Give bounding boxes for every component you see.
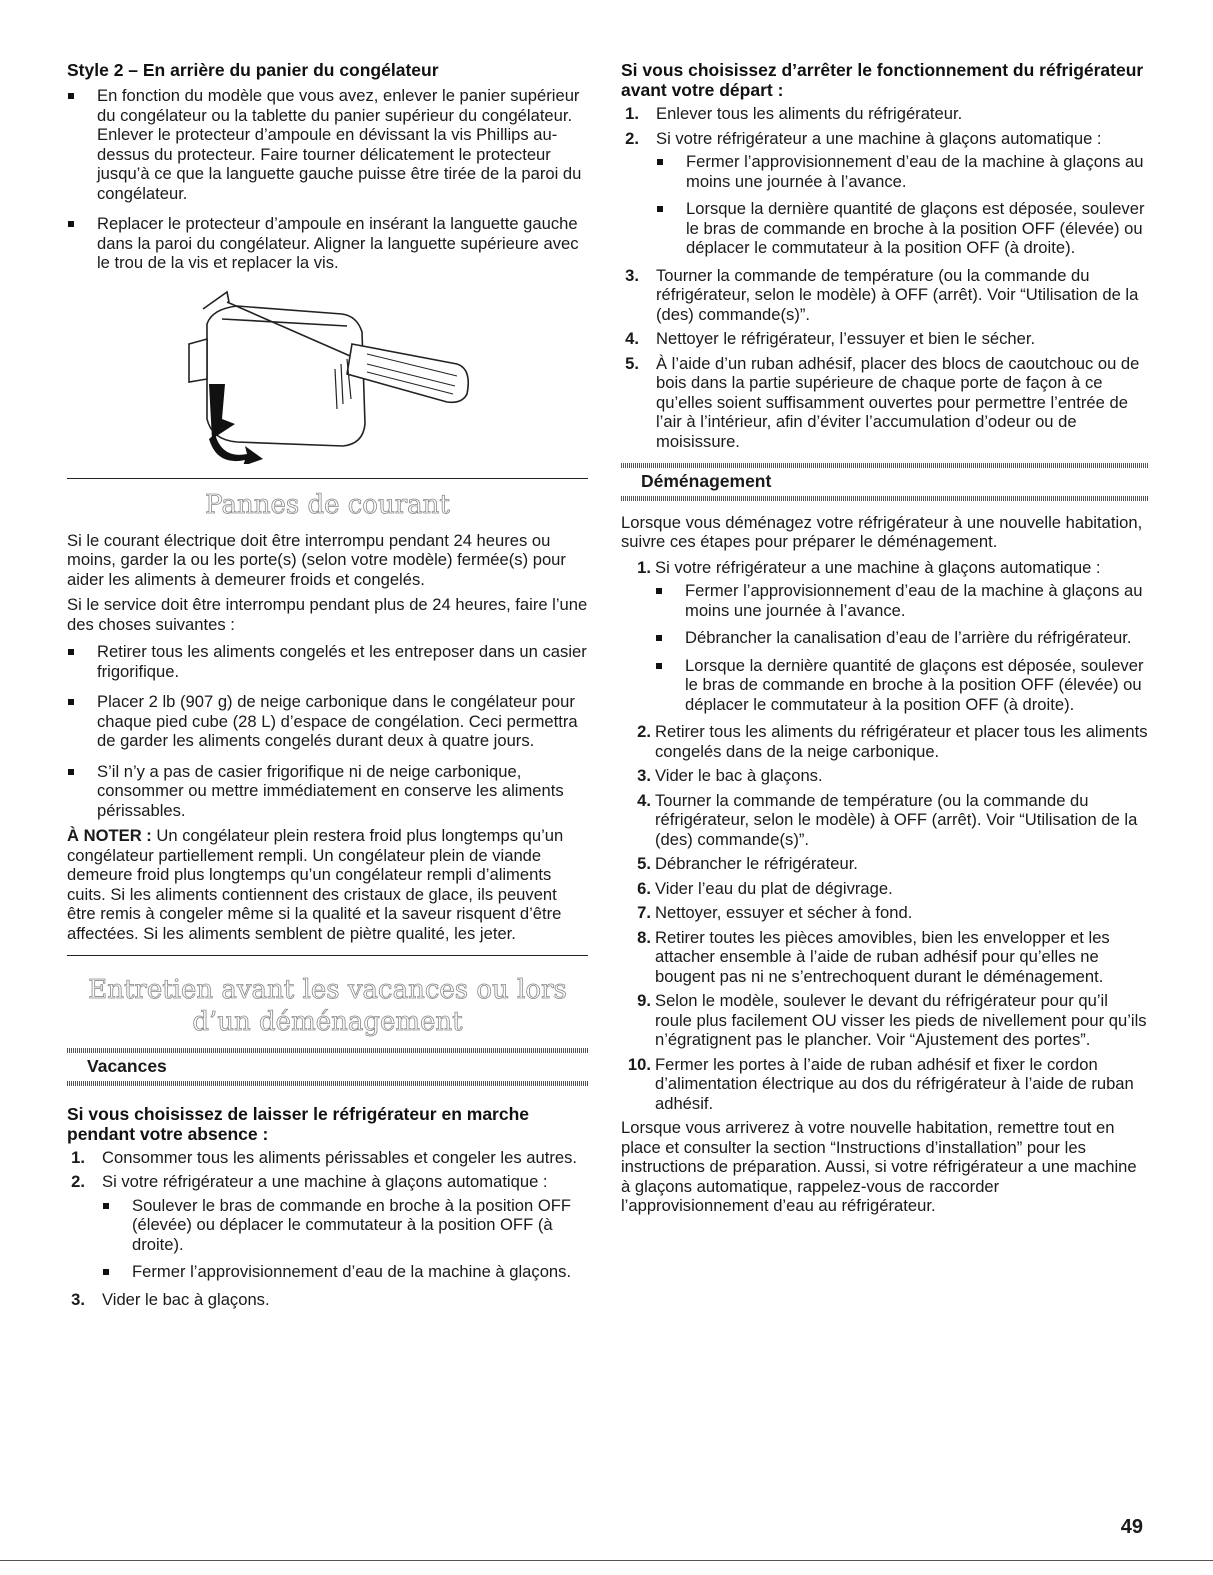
list-item	[621, 854, 1149, 874]
entretien-title-line-2: d’un déménagement	[192, 1007, 463, 1037]
step-text: Tourner la commande de température (ou la commande du réfrigérateur, selon le modèle) à OFF (arrêt). Voir “Utilisation de la (des) commande(s)”.	[656, 265, 1139, 324]
arret-heading: Si vous choisissez d’arrêter le fonctionnement du réfrigérateur avant votre départ :	[621, 60, 1144, 100]
step-text: Vider le bac à glaçons.	[102, 1289, 270, 1309]
step-number: 5.	[637, 854, 651, 873]
style2-list	[67, 86, 588, 273]
panne-paragraph-2: Si le service doit être interrompu pendant plus de 24 heures, faire l’une des choses suivantes :	[67, 595, 588, 634]
step-text: Consommer tous les aliments périssables et congeler les autres.	[102, 1147, 577, 1167]
step-number: 6.	[637, 878, 651, 898]
vacances-heading: Vacances	[87, 1056, 167, 1076]
list-item	[621, 722, 1149, 761]
panne-title: Pannes de courant	[205, 489, 450, 520]
note-text: Un congélateur plein restera froid plus longtemps qu’un congélateur partiellement rempli. Un congélateur plein de viande demeure froid plus longtemps qu’un congélateur rempli d’aliments cuits. Si les aliments contiennent des cristaux de glace, ils peuvent être remis à congeler même si la qualité et la saveur risquent d’être affectées. Si les aliments semblent de piètre qualité, les jeter.	[67, 826, 564, 943]
list-item	[621, 558, 1149, 715]
marche-steps	[67, 1148, 588, 1310]
list-item	[621, 991, 1149, 1050]
pull-arrow-icon	[209, 434, 263, 464]
dither-rule	[621, 496, 1149, 501]
demenagement-heading: Déménagement	[641, 471, 772, 491]
list-item	[67, 1290, 588, 1310]
step-number: 1.	[625, 104, 639, 123]
list-item: Replacer le protecteur d’ampoule en insérant la languette gauche dans la paroi du congélateur. Aligner la languette supérieure avec le trou de la vis et replacer la vis.	[67, 214, 588, 273]
step-number: 5.	[625, 353, 639, 373]
demenagement-steps	[621, 558, 1149, 1114]
step-text: Si votre réfrigérateur a une machine à glaçons automatique :	[655, 557, 1101, 577]
footer-rule	[0, 1560, 1213, 1561]
step-number: 3.	[625, 265, 639, 285]
step-text: Si votre réfrigérateur a une machine à glaçons automatique :	[102, 1172, 548, 1191]
list-item: Débrancher la canalisation d’eau de l’arrière du réfrigérateur.	[655, 628, 1149, 648]
right-column	[621, 60, 1149, 1222]
step-text: Si votre réfrigérateur a une machine à glaçons automatique :	[656, 128, 1102, 148]
list-item: Fermer l’approvisionnement d’eau de la machine à glaçons au moins une journée à l’avance.	[655, 581, 1149, 620]
list-item	[621, 903, 1149, 923]
list-item: Placer 2 lb (907 g) de neige carbonique dans le congélateur pour chaque pied cube (28 L) d’espace de congélation. Ceci permettra de garder les aliments congelés durant deux à quatre jours.	[67, 692, 588, 751]
step-number: 2.	[71, 1172, 85, 1191]
list-item	[621, 104, 1149, 124]
left-column	[67, 60, 588, 1314]
step-number: 3.	[637, 766, 651, 785]
list-item	[67, 1172, 588, 1282]
list-item: Lorsque la dernière quantité de glaçons est déposée, soulever le bras de commande en broche à la position OFF (élevée) ou déplacer le commutateur à la position OFF (à droite).	[655, 656, 1149, 715]
list-item: Soulever le bras de commande en broche à la position OFF (élevée) ou déplacer le commutateur à la position OFF (à droite).	[102, 1196, 588, 1255]
panne-paragraph-1: Si le courant électrique doit être interrompu pendant 24 heures ou moins, garder la ou les porte(s) (selon votre modèle) fermée(s) pour aider les aliments à demeurer froids et congelés.	[67, 530, 566, 589]
arret-steps	[621, 104, 1149, 451]
list-item: Fermer l’approvisionnement d’eau de la machine à glaçons.	[102, 1262, 588, 1282]
section-rule	[67, 955, 588, 956]
list-item	[621, 879, 1149, 899]
panne-list	[67, 642, 588, 820]
light-shield-illustration	[167, 284, 497, 464]
step-text: Tourner la commande de température (ou la commande du réfrigérateur, selon le modèle) à OFF (arrêt). Voir “Utilisation de la (des) commande(s)”.	[655, 790, 1138, 849]
step-text: Vider le bac à glaçons.	[655, 766, 823, 785]
section-rule	[67, 478, 588, 479]
dither-rule	[67, 1048, 588, 1053]
step-text: Enlever tous les aliments du réfrigérateur.	[656, 104, 963, 123]
note-label: À NOTER :	[67, 826, 152, 845]
step-text: Retirer toutes les pièces amovibles, bien les envelopper et les attacher ensemble à l’aide de ruban adhésif pour qu’elles ne bougent pas ni ne s’entrechoquent durant le déménagement.	[655, 927, 1110, 986]
list-item: Fermer l’approvisionnement d’eau de la machine à glaçons au moins une journée à l’avance.	[656, 152, 1149, 191]
list-item	[621, 928, 1149, 987]
step-text: Nettoyer le réfrigérateur, l’essuyer et bien le sécher.	[656, 329, 1036, 348]
list-item	[621, 1055, 1149, 1114]
step-text: Vider l’eau du plat de dégivrage.	[655, 878, 893, 898]
note-paragraph	[67, 826, 588, 943]
sub-list	[656, 152, 1149, 258]
list-item	[67, 1148, 588, 1168]
shield-top-edge	[222, 319, 347, 326]
dither-rule	[67, 1081, 588, 1086]
shield-tab	[189, 339, 207, 382]
list-item: En fonction du modèle que vous avez, enlever le panier supérieur du congélateur ou la tablette du panier supérieur du congélateur. Enlever le protecteur d’ampoule en dévissant la vis Phillips au-dessus du protecteur. Faire tourner délicatement le protecteur jusqu’à ce que la languette gauche puisse être tirée de la paroi du congélateur.	[67, 86, 588, 203]
list-item: Retirer tous les aliments congelés et les entreposer dans un casier frigorifique.	[67, 642, 588, 681]
step-text: À l’aide d’un ruban adhésif, placer des blocs de caoutchouc ou de bois dans la partie supérieure de chaque porte de façon à ce qu’elles soient suffisamment ouvertes pour permettre l’entrée de l’air à l’intérieur, afin d’éviter l’accumulation d’odeur ou de moisissure.	[656, 353, 1140, 451]
list-item	[621, 329, 1149, 349]
list-item	[621, 766, 1149, 786]
page-number: 49	[1120, 1516, 1143, 1538]
marche-heading: Si vous choisissez de laisser le réfrigérateur en marche pendant votre absence :	[67, 1103, 530, 1144]
step-number: 4.	[625, 329, 639, 348]
dither-rule	[621, 463, 1149, 468]
step-text: Retirer tous les aliments du réfrigérateur et placer tous les aliments congelés dans de la neige carbonique.	[655, 722, 1148, 761]
step-number: 2.	[625, 128, 639, 148]
step-text: Débrancher le réfrigérateur.	[655, 854, 858, 873]
rotate-arrow-icon	[209, 384, 235, 439]
sub-list	[102, 1196, 588, 1282]
step-text: Fermer les portes à l’aide de ruban adhésif et fixer le cordon d’alimentation électrique au dos du réfrigérateur à l’aide de ruban adhésif.	[655, 1054, 1134, 1113]
demenagement-intro: Lorsque vous déménagez votre réfrigérateur à une nouvelle habitation, suivre ces étapes pour préparer le déménagement.	[621, 512, 1143, 551]
step-number: 1.	[637, 557, 651, 577]
entretien-title-line-1: Entretien avant les vacances ou lors	[88, 975, 567, 1005]
step-text: Selon le modèle, soulever le devant du réfrigérateur pour qu’il roule plus facilement OU visser les pieds de nivellement pour qu’ils n’égratignent pas le plancher. Voir “Ajustement des portes”.	[655, 991, 1147, 1049]
phillips-screw	[203, 292, 229, 309]
step-number: 3.	[71, 1289, 85, 1309]
list-item	[621, 791, 1149, 850]
list-item: Lorsque la dernière quantité de glaçons est déposée, soulever le bras de commande en broche à la position OFF (élevée) ou déplacer le commutateur à la position OFF (à droite).	[656, 199, 1149, 258]
list-item: S’il n’y a pas de casier frigorifique ni de neige carbonique, consommer ou mettre immédiatement en conserve les aliments périssables.	[67, 762, 588, 821]
sub-list	[655, 581, 1149, 714]
step-number: 8.	[637, 927, 651, 947]
style2-heading: Style 2 – En arrière du panier du congélateur	[67, 60, 439, 80]
step-number: 9.	[637, 991, 651, 1010]
demenagement-outro: Lorsque vous arriverez à votre nouvelle habitation, remettre tout en place et consulter la section “Instructions d’installation” pour les instructions de préparation. Aussi, si votre réfrigérateur a une machine à glaçons automatique, rappelez-vous de raccorder l’approvisionnement d’eau au réfrigérateur.	[621, 1118, 1137, 1215]
step-number: 1.	[71, 1147, 85, 1167]
list-item	[621, 266, 1149, 325]
step-text: Nettoyer, essuyer et sécher à fond.	[655, 903, 913, 922]
step-number: 7.	[637, 903, 651, 922]
step-number: 4.	[637, 790, 651, 810]
step-number: 2.	[637, 722, 651, 741]
list-item	[621, 129, 1149, 258]
list-item	[621, 354, 1149, 452]
step-number: 10.	[627, 1054, 651, 1074]
